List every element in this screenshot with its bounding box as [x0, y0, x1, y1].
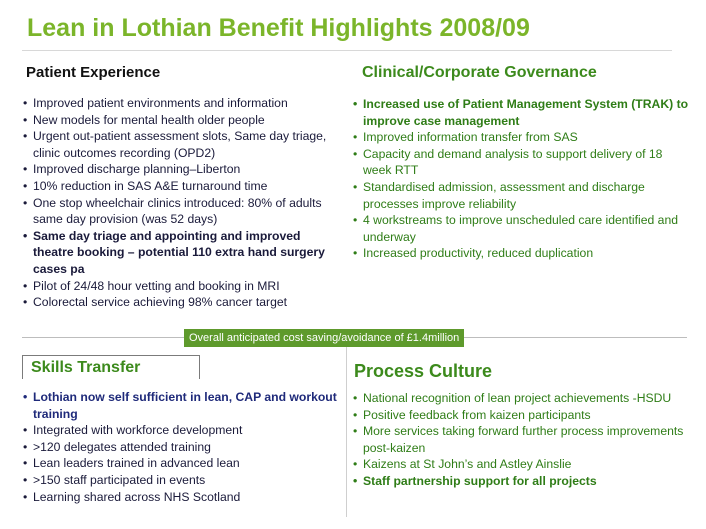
- list-item: • Urgent out-patient assessment slots, Same day triage, clinic outcomes recording (OPD2): [22, 128, 342, 161]
- process-culture-heading: Process Culture: [354, 361, 493, 381]
- list-item: • Pilot of 24/48 hour vetting and booking in MRI: [22, 278, 342, 295]
- column-divider: [346, 347, 347, 517]
- title-divider: [22, 50, 672, 51]
- list-item: • 10% reduction in SAS A&E turnaround time: [22, 178, 342, 195]
- list-item: • National recognition of lean project achievements -HSDU: [352, 390, 692, 407]
- clinical-governance-heading: Clinical/Corporate Governance: [362, 64, 597, 81]
- list-item: • Increased use of Patient Management System (TRAK) to improve case management: [352, 96, 692, 129]
- skills-transfer-list: [22, 389, 342, 505]
- list-item: • Improved discharge planning–Liberton: [22, 161, 342, 178]
- list-item: • Standardised admission, assessment and discharge processes improve reliability: [352, 179, 692, 212]
- list-item: • 4 workstreams to improve unscheduled care identified and underway: [352, 212, 692, 245]
- page-title: Lean in Lothian Benefit Highlights 2008/09: [27, 14, 530, 42]
- list-item: • >120 delegates attended training: [22, 439, 342, 456]
- list-item: • Learning shared across NHS Scotland: [22, 489, 342, 506]
- skills-transfer-section: [22, 355, 342, 505]
- list-item: • Improved patient environments and information: [22, 95, 342, 112]
- list-item: • Improved information transfer from SAS: [352, 129, 692, 146]
- list-item: • Colorectal service achieving 98% cancer target: [22, 294, 342, 311]
- clinical-governance-list: [352, 96, 692, 262]
- list-item: • Capacity and demand analysis to support delivery of 18 week RTT: [352, 146, 692, 179]
- list-item: • New models for mental health older people: [22, 112, 342, 129]
- list-item: • One stop wheelchair clinics introduced: 80% of adults same day provision (was 52 days): [22, 195, 342, 228]
- list-item: • Positive feedback from kaizen participants: [352, 407, 692, 424]
- list-item: • Lothian now self sufficient in lean, CAP and workout training: [22, 389, 342, 422]
- cost-saving-banner: Overall anticipated cost saving/avoidance of £1.4million: [184, 329, 464, 347]
- list-item: • Increased productivity, reduced duplication: [352, 245, 692, 262]
- list-item: • Kaizens at St John’s and Astley Ainslie: [352, 456, 692, 473]
- patient-experience-heading: Patient Experience: [26, 64, 161, 81]
- list-item: • Integrated with workforce development: [22, 422, 342, 439]
- list-item: • More services taking forward further process improvements post-kaizen: [352, 423, 692, 456]
- process-culture-section: [352, 355, 692, 490]
- patient-experience-list: [22, 95, 342, 311]
- clinical-governance-section: [352, 64, 692, 262]
- skills-transfer-heading: Skills Transfer: [22, 355, 200, 379]
- list-item: • Same day triage and appointing and improved theatre booking – potential 110 extra hand surgery cases pa: [22, 228, 342, 278]
- list-item: • >150 staff participated in events: [22, 472, 342, 489]
- list-item: • Staff partnership support for all projects: [352, 473, 692, 490]
- patient-experience-section: [22, 64, 342, 311]
- process-culture-list: [352, 390, 692, 490]
- list-item: • Lean leaders trained in advanced lean: [22, 455, 342, 472]
